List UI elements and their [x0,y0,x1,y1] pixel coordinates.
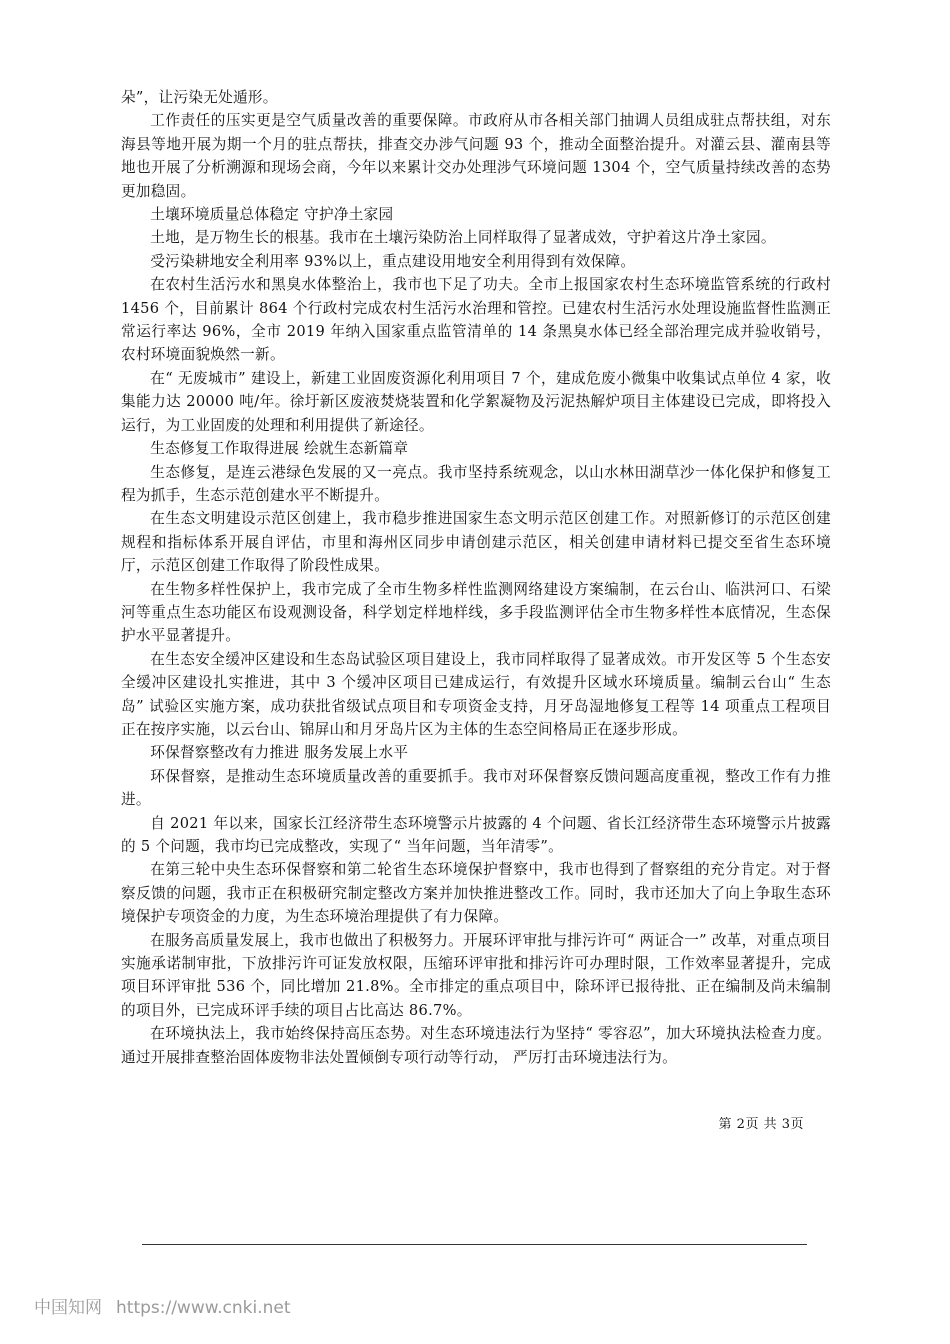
paragraph: 在生态文明建设示范区创建上，我市稳步推进国家生态文明示范区创建工作。对照新修订的示范区创建规程和指标体系开展自评估，市里和海州区同步申请创建示范区，相关创建申请材料已提交至省生态环境厅，示范区创建工作取得了阶段性成果。 [121,510,831,575]
section-heading: 土壤环境质量总体稳定 守护净土家园 [150,206,394,224]
section-heading: 环保督察整改有力推进 服务发展上水平 [150,744,409,762]
paragraph: 在第三轮中央生态环保督察和第二轮省生态环境保护督察中，我市也得到了督察组的充分肯定。对于督察反馈的问题，我市正在积极研究制定整改方案并加快推进整改工作。同时，我市还加大了向上争取生态环境保护专项资金的力度，为生态环境治理提供了有力保障。 [121,861,831,926]
paragraph: 工作责任的压实更是空气质量改善的重要保障。市政府从市各相关部门抽调人员组成驻点帮扶组，对东海县等地开展为期一个月的驻点帮扶，排查交办涉气问题 93 个，推动全面整治提升。对灌云县、灌南县等地也开展了分析溯源和现场会商，今年以来累计交办处理涉气环境问题 1304 个，空气质量持续改善的态势更加稳固。 [121,112,831,200]
watermark-brand: 中国知网 [34,1298,102,1318]
paragraph: 在环境执法上，我市始终保持高压态势。对生态环境违法行为坚持“ 零容忍”，加大环境执法检查力度。 通过开展排查整治固体废物非法处置倾倒专项行动等行动， 严厉打击环境违法行为。 [121,1025,831,1066]
paragraph: 在“ 无废城市” 建设上，新建工业固废资源化利用项目 7 个，建成危废小微集中收集试点单位 4 家，收集能力达 20000 吨/年。徐圩新区废液焚烧装置和化学絮凝物及污泥热解炉项目主体建设已完成，即将投入运行，为工业固废的处理和利用提供了新途径。 [121,369,831,434]
continuation-text: 朵”，让污染无处遁形。 [121,89,278,106]
paragraph: 受污染耕地安全利用率 93%以上，重点建设用地安全利用得到有效保障。 [150,252,636,270]
page-number: 第 2页 共 3页 [718,1117,804,1132]
paragraph: 在生物多样性保护上，我市完成了全市生物多样性监测网络建设方案编制，在云台山、临洪河口、石梁河等重点生态功能区布设观测设备，科学划定样地样线，多手段监测评估全市生物多样性本底情况，生态保护水平显著提升。 [121,580,831,645]
source-watermark [34,1293,290,1318]
paragraph: 在生态安全缓冲区建设和生态岛试验区项目建设上，我市同样取得了显著成效。市开发区等 5 个生态安全缓冲区建设扎实推进，其中 3 个缓冲区项目已建成运行，有效提升区域水环境质量。编制云台山“ 生态岛” 试验区实施方案，成功获批省级试点项目和专项资金支持，月牙岛湿地修复工程等 14 项重点工程项目正在按序实施，以云台山、锦屏山和月牙岛片区为主体的生态空间格局正在逐步形成。 [121,650,831,738]
section-heading: 生态修复工作取得进展 绘就生态新篇章 [150,440,409,458]
footer-divider [142,1244,807,1245]
document-body [121,86,831,1069]
paragraph: 土地，是万物生长的根基。我市在土壤污染防治上同样取得了显著成效，守护着这片净土家园。 [150,229,776,247]
paragraph: 自 2021 年以来，国家长江经济带生态环境警示片披露的 4 个问题、省长江经济带生态环境警示片披露的 5 个问题，我市均已完成整改，实现了“ 当年问题，当年清零”。 [121,814,831,855]
paragraph: 在农村生活污水和黑臭水体整治上，我市也下足了功夫。全市上报国家农村生态环境监管系统的行政村 1456 个，目前累计 864 个行政村完成农村生活污水治理和管控。已建农村生活污水处理设施监督性监测正常运行率达 96%，全市 2019 年纳入国家重点监管清单的 14 条黑臭水体已经全部治理完成并验收销号，农村环境面貌焕然一新。 [121,276,831,364]
paragraph: 环保督察，是推动生态环境质量改善的重要抓手。我市对环保督察反馈问题高度重视，整改工作有力推进。 [121,767,831,809]
watermark-site: https://www.cnki.net [116,1298,291,1318]
paragraph: 生态修复，是连云港绿色发展的又一亮点。我市坚持系统观念，以山水林田湖草沙一体化保护和修复工程为抓手，生态示范创建水平不断提升。 [121,463,831,504]
paragraph: 在服务高质量发展上，我市也做出了积极努力。开展环评审批与排污许可“ 两证合一” 改革，对重点项目实施承诺制审批，下放排污许可证发放权限，压缩环评审批和排污许可办理时限，工作效率显著提升，完成项目环评审批 536 个，同比增加 21.8%。全市排定的重点项目中，除环评已报待批、正在编制及尚未编制的项目外，已完成环评手续的项目占比高达 86.7%。 [121,931,831,1019]
